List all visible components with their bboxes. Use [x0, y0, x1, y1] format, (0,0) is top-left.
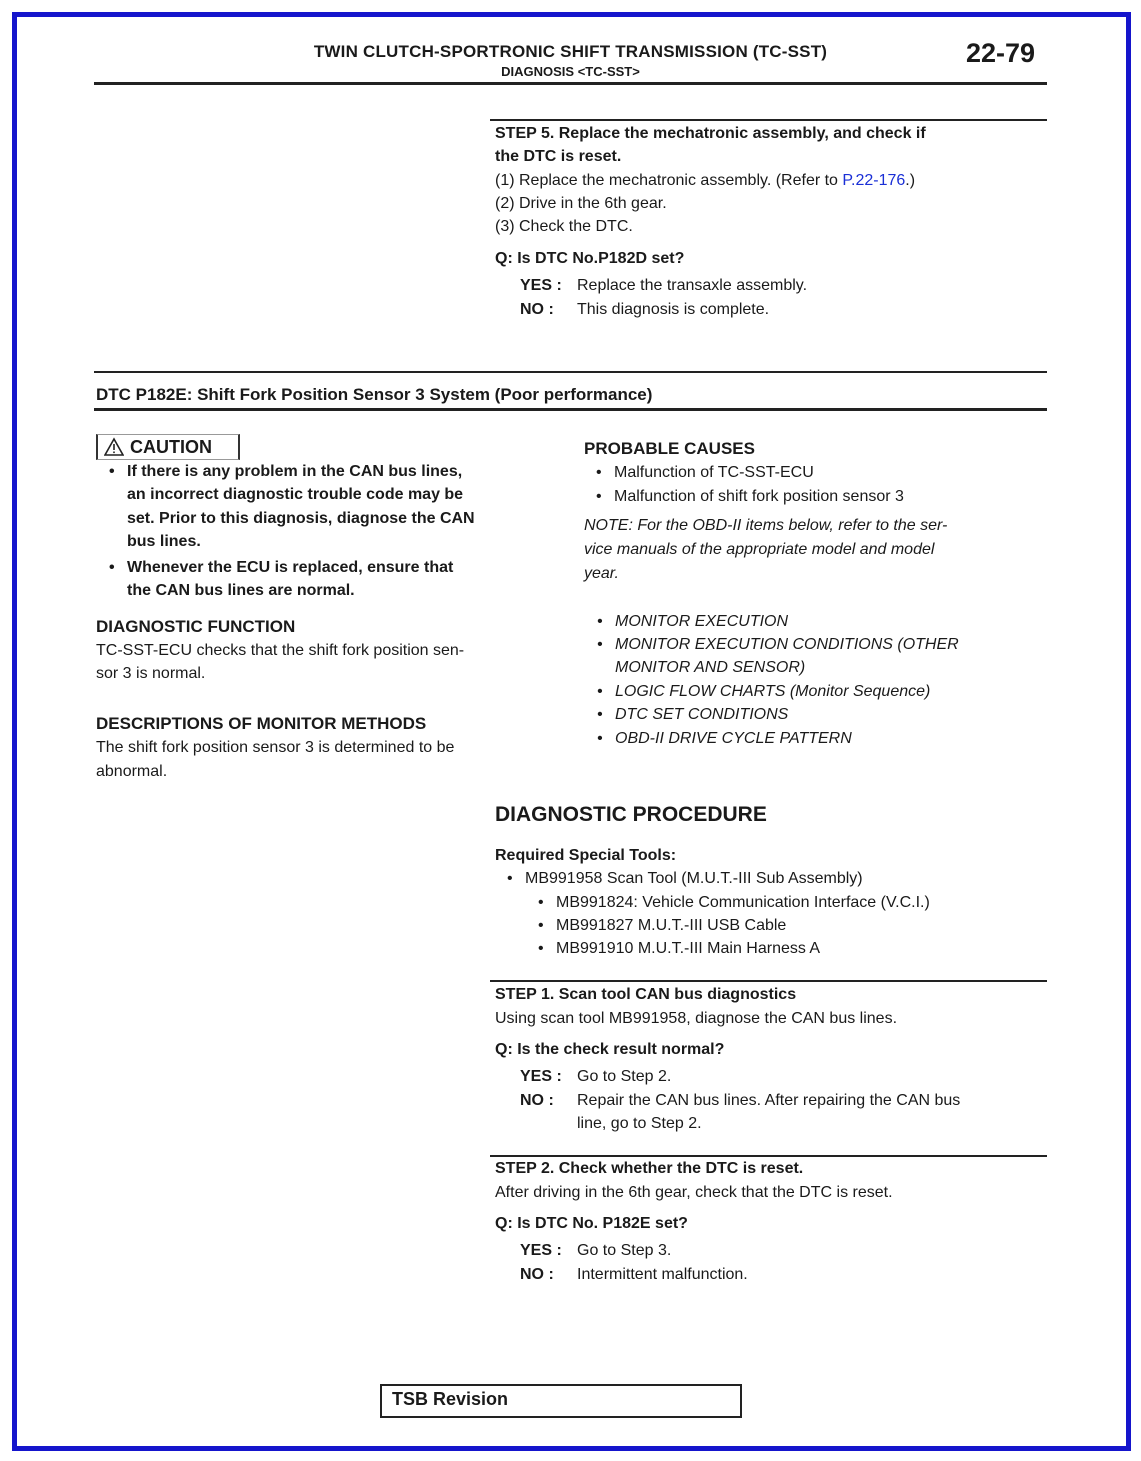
caution-bullet-1-line-4: bus lines.: [127, 533, 201, 550]
step5-heading-1: STEP 5. Replace the mechatronic assembly, and check if: [495, 125, 926, 142]
obd-item-2: • MONITOR EXECUTION CONDITIONS (OTHER: [615, 633, 959, 656]
step1-text: Using scan tool MB991958, diagnose the CAN bus lines.: [495, 1010, 898, 1027]
step2-no-label: NO :: [520, 1266, 554, 1283]
caution-label: CAUTION: [130, 437, 212, 457]
warning-triangle-icon: [104, 437, 124, 457]
obd-item-4: • DTC SET CONDITIONS: [615, 703, 788, 726]
obd-item-3: • LOGIC FLOW CHARTS (Monitor Sequence): [615, 680, 930, 703]
caution-bullet-1-line-1: • If there is any problem in the CAN bus lines,: [127, 460, 462, 483]
tsb-revision-box: [380, 1384, 742, 1418]
step5-item-3: (3) Check the DTC.: [495, 218, 633, 235]
step5-heading-2: the DTC is reset.: [495, 148, 622, 165]
note-line-3: year.: [584, 565, 619, 582]
step5-rule: [490, 119, 1047, 121]
probable-cause-1: • Malfunction of TC-SST-ECU: [614, 461, 814, 484]
tool-sub-3: • MB991910 M.U.T.-III Main Harness A: [556, 937, 820, 960]
step5-no-text: This diagnosis is complete.: [577, 301, 770, 318]
step5-yes-label: YES :: [520, 277, 562, 294]
tool-sub-1: • MB991824: Vehicle Communication Interface (V.C.I.): [556, 891, 930, 914]
diagnostic-function-line-2: sor 3 is normal.: [96, 665, 206, 682]
dtc-title: DTC P182E: Shift Fork Position Sensor 3 System (Poor performance): [96, 385, 653, 404]
tools-heading: Required Special Tools:: [495, 847, 677, 864]
tsb-revision-label: TSB Revision: [392, 1389, 509, 1409]
obd-item-1: • MONITOR EXECUTION: [615, 610, 788, 633]
caution-bullet-1-line-2: an incorrect diagnostic trouble code may be: [127, 486, 464, 503]
step5-yes-text: Replace the transaxle assembly.: [577, 277, 808, 294]
diagnostic-function-line-1: TC-SST-ECU checks that the shift fork position sen-: [96, 642, 465, 659]
step2-no-text: Intermittent malfunction.: [577, 1266, 748, 1283]
step1-rule: [490, 980, 1047, 982]
tool-main: • MB991958 Scan Tool (M.U.T.-III Sub Assembly): [525, 867, 863, 890]
diagnostic-function-heading: DIAGNOSTIC FUNCTION: [96, 617, 296, 636]
step1-yes-label: YES :: [520, 1068, 562, 1085]
caution-bullet-2-line-2: the CAN bus lines are normal.: [127, 582, 355, 599]
monitor-methods-line-1: The shift fork position sensor 3 is determined to be: [96, 739, 455, 756]
step1-heading: STEP 1. Scan tool CAN bus diagnostics: [495, 986, 797, 1003]
obd-item-2-cont: MONITOR AND SENSOR): [615, 659, 806, 676]
caution-box: [96, 434, 240, 460]
header-subtitle: DIAGNOSIS <TC-SST>: [501, 64, 640, 79]
header-title: TWIN CLUTCH-SPORTRONIC SHIFT TRANSMISSION (TC-SST): [313, 42, 828, 61]
header-rule: [94, 82, 1047, 85]
probable-causes-heading: PROBABLE CAUSES: [584, 439, 755, 458]
caution-bullet-2-line-1: • Whenever the ECU is replaced, ensure that: [127, 556, 453, 579]
step1-no-label: NO :: [520, 1092, 554, 1109]
tool-sub-2: • MB991827 M.U.T.-III USB Cable: [556, 914, 786, 937]
ref-link-p22-176[interactable]: P.22-176: [842, 172, 906, 189]
step2-heading: STEP 2. Check whether the DTC is reset.: [495, 1160, 804, 1177]
dtc-rule-top: [94, 371, 1047, 373]
step2-question: Q: Is DTC No. P182E set?: [495, 1215, 688, 1232]
step1-yes-text: Go to Step 2.: [577, 1068, 672, 1085]
step2-yes-text: Go to Step 3.: [577, 1242, 672, 1259]
step2-text: After driving in the 6th gear, check that the DTC is reset.: [495, 1184, 893, 1201]
step5-item-2: (2) Drive in the 6th gear.: [495, 195, 667, 212]
step5-no-label: NO :: [520, 301, 554, 318]
caution-bullet-1-line-3: set. Prior to this diagnosis, diagnose the CAN: [127, 510, 475, 527]
monitor-methods-line-2: abnormal.: [96, 763, 168, 780]
step1-no-text-1: Repair the CAN bus lines. After repairing the CAN bus: [577, 1092, 961, 1109]
procedure-heading: DIAGNOSTIC PROCEDURE: [495, 803, 767, 826]
probable-cause-2: • Malfunction of shift fork position sensor 3: [614, 485, 904, 508]
note-line-2: vice manuals of the appropriate model and model: [584, 541, 935, 558]
step1-no-text-2: line, go to Step 2.: [577, 1115, 702, 1132]
obd-item-5: • OBD-II DRIVE CYCLE PATTERN: [615, 727, 852, 750]
step1-question: Q: Is the check result normal?: [495, 1041, 725, 1058]
step2-yes-label: YES :: [520, 1242, 562, 1259]
monitor-methods-heading: DESCRIPTIONS OF MONITOR METHODS: [96, 714, 427, 733]
step5-item-1: (1) Replace the mechatronic assembly. (Refer to P.22-176.): [495, 172, 916, 189]
dtc-rule-bottom: [94, 408, 1047, 411]
note-line-1: NOTE: For the OBD-II items below, refer to the ser-: [584, 517, 948, 534]
step5-question: Q: Is DTC No.P182D set?: [495, 250, 685, 267]
page-number: 22-79: [966, 38, 1036, 68]
